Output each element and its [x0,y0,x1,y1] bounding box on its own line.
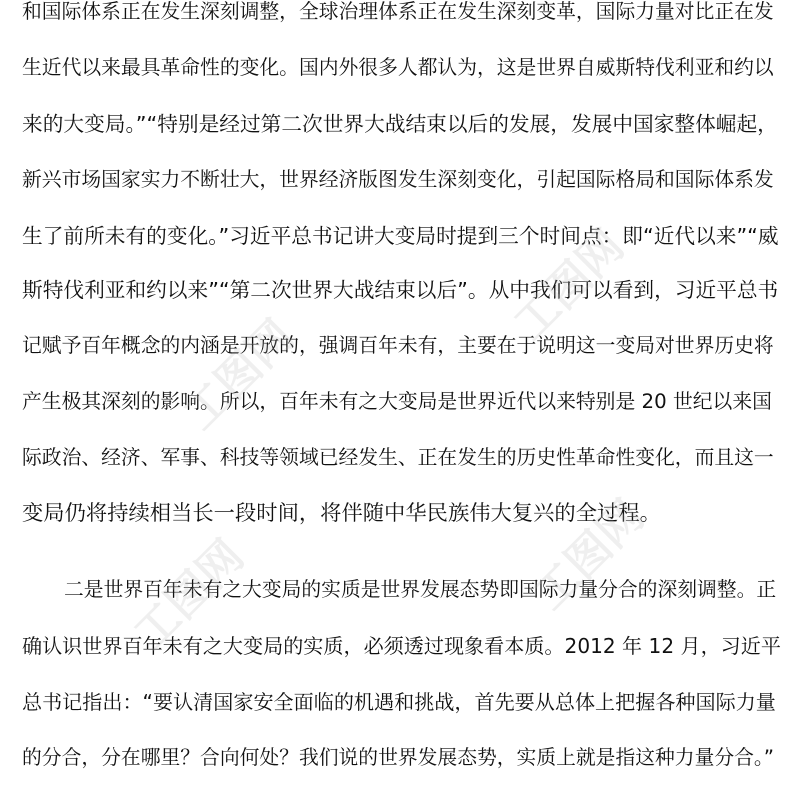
text-line: 生了前所未有的变化。”习近平总书记讲大变局时提到三个时间点：即“近代以来”“威 [22,224,779,248]
text-line: 生近代以来最具革命性的变化。国内外很多人都认为，这是世界自威斯特伐利亚和约以 [22,56,774,79]
paragraph-first-line: 二是世界百年未有之大变局的实质是世界发展态势即国际力量分合的深刻调整。正 [64,578,777,601]
watermark: 工图网 [504,220,634,350]
text-line: 新兴市场国家实力不断壮大，世界经济版图发生深刻变化，引起国际格局和国际体系发 [22,168,774,191]
text-line: 际政治、经济、军事、科技等领域已经发生、正在发生的历史性革命性变化，而且这一 [22,446,774,469]
watermark: 工图网 [524,490,654,620]
text-line: 记赋予百年概念的内涵是开放的，强调百年未有，主要在于说明这一变局对世界历史将 [22,334,774,357]
text-line: 的分合，分在哪里？合向何处？我们说的世界发展态势，实质上就是指这种力量分合。” [22,746,775,769]
text-line: 斯特伐利亚和约以来”“第二次世界大战结束以后”。从中我们可以看到，习近平总书 [22,278,779,302]
text-line: 确认识世界百年未有之大变局的实质，必须透过现象看本质。2012 年 12 月，习近平 [22,634,781,658]
text-line: 和国际体系正在发生深刻调整，全球治理体系正在发生深刻变革，国际力量对比正在发 [22,0,774,23]
watermark: 工图网 [124,530,254,660]
text-line: 变局仍将持续相当长一段时间，将伴随中华民族伟大复兴的全过程。 [22,501,661,526]
text-line: 总书记指出：“要认清国家安全面临的机遇和挑战，首先要从总体上把握各种国际力量 [22,690,776,714]
text-line: 产生极其深刻的影响。所以，百年未有之大变局是世界近代以来特别是 20 世纪以来国 [22,390,772,413]
watermark: 工图网 [174,310,304,440]
text-line: 来的大变局。”“特别是经过第二次世界大战结束以后的发展，发展中国家整体崛起， [22,112,778,136]
